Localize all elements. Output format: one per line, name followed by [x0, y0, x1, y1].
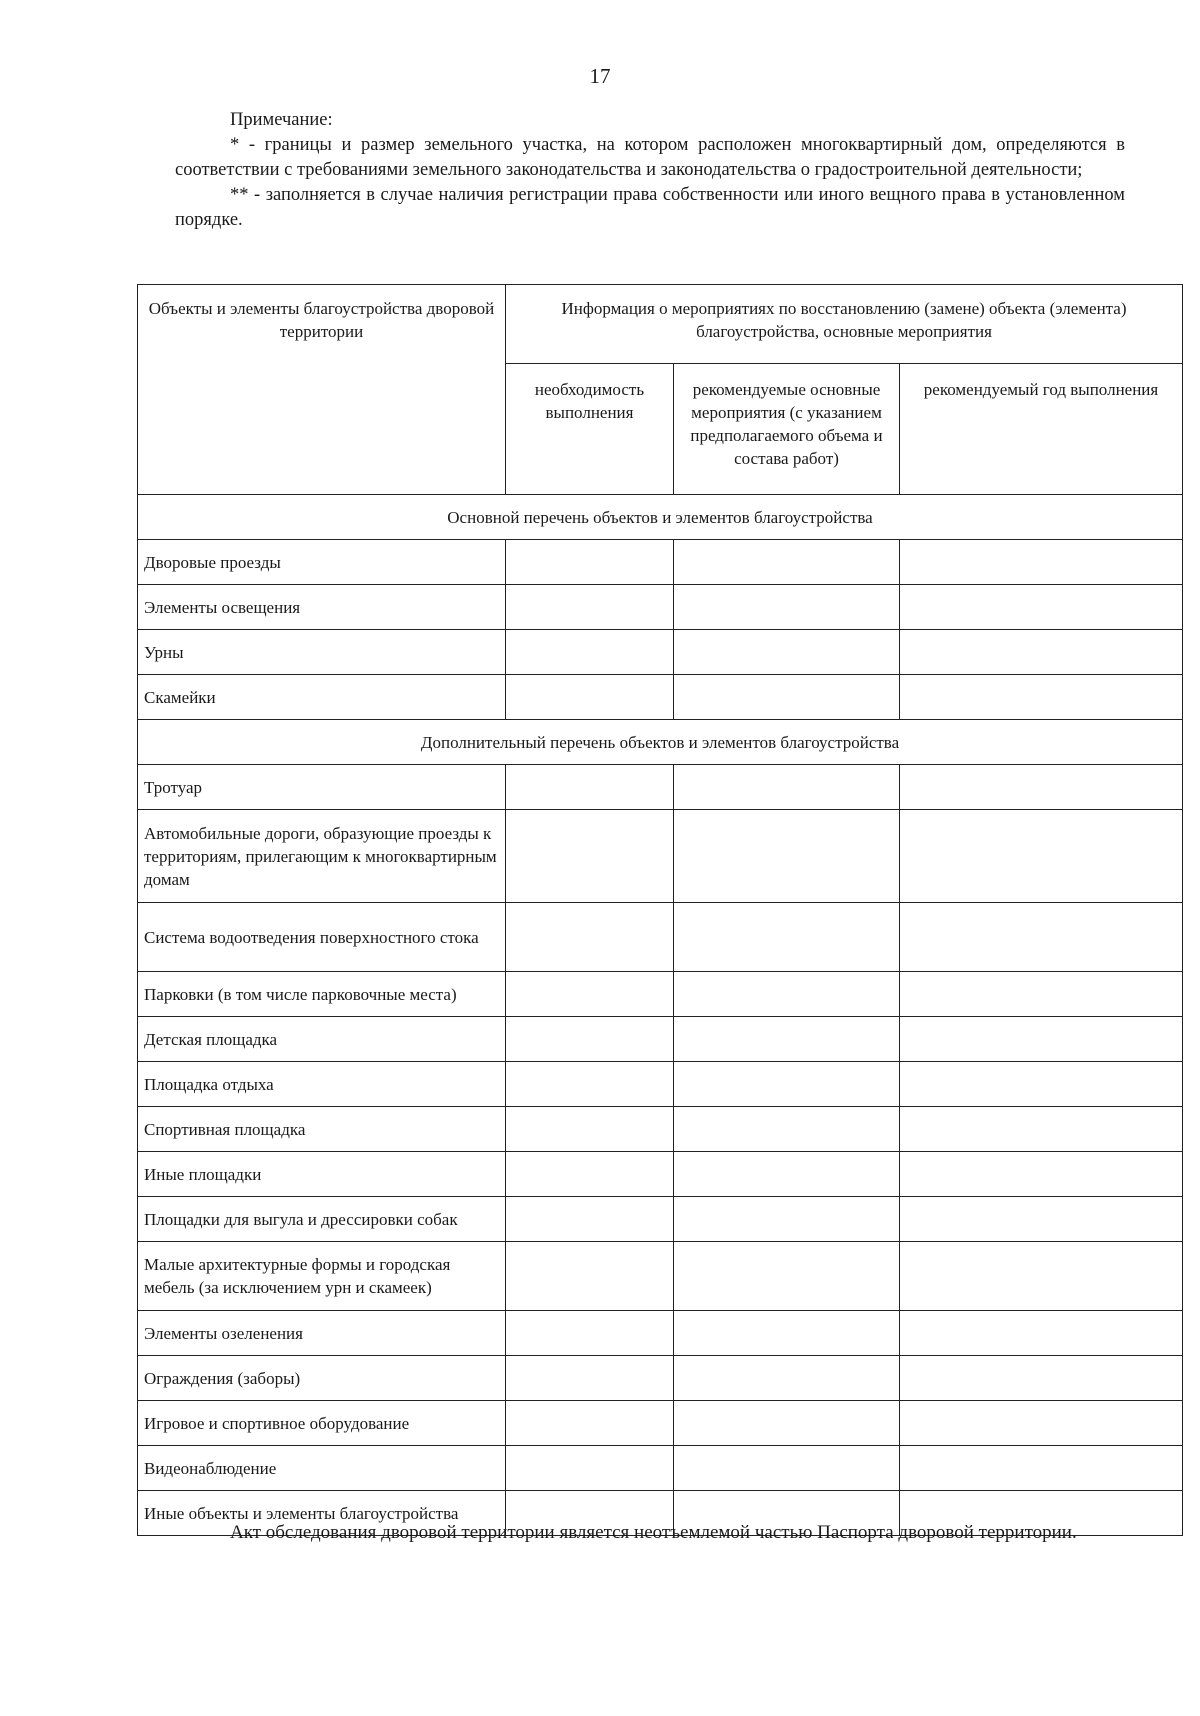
- cell-year[interactable]: [900, 1197, 1183, 1242]
- cell-year[interactable]: [900, 585, 1183, 630]
- cell-measures[interactable]: [674, 1401, 900, 1446]
- cell-measures[interactable]: [674, 1197, 900, 1242]
- table-row: [138, 630, 1183, 675]
- cell-measures[interactable]: [674, 1152, 900, 1197]
- cell-measures[interactable]: [674, 1017, 900, 1062]
- cell-year[interactable]: [900, 1107, 1183, 1152]
- cell-necessity[interactable]: [506, 1152, 674, 1197]
- header-info: Информация о мероприятиях по восстановлению (замене) объекта (элемента) благоустройства, основные мероприятия: [506, 285, 1183, 364]
- section-title-main: Основной перечень объектов и элементов благоустройства: [138, 495, 1183, 540]
- cell-year[interactable]: [900, 1242, 1183, 1311]
- cell-necessity[interactable]: [506, 765, 674, 810]
- cell-measures[interactable]: [674, 765, 900, 810]
- cell-year[interactable]: [900, 675, 1183, 720]
- cell-year[interactable]: [900, 903, 1183, 972]
- table-row: [138, 1107, 1183, 1152]
- table-row: [138, 1017, 1183, 1062]
- page-number: 17: [589, 64, 611, 88]
- cell-measures[interactable]: [674, 585, 900, 630]
- cell-measures[interactable]: [674, 1062, 900, 1107]
- row-name: Дворовые проезды: [138, 540, 506, 585]
- row-name: Тротуар: [138, 765, 506, 810]
- table-row: [138, 675, 1183, 720]
- cell-year[interactable]: [900, 1017, 1183, 1062]
- table-row: [138, 1356, 1183, 1401]
- cell-necessity[interactable]: [506, 1197, 674, 1242]
- cell-necessity[interactable]: [506, 540, 674, 585]
- table-row: [138, 1401, 1183, 1446]
- row-name: Площадки для выгула и дрессировки собак: [138, 1197, 506, 1242]
- row-name: Площадка отдыха: [138, 1062, 506, 1107]
- cell-measures[interactable]: [674, 1311, 900, 1356]
- row-name: Игровое и спортивное оборудование: [138, 1401, 506, 1446]
- cell-necessity[interactable]: [506, 1446, 674, 1491]
- cell-measures[interactable]: [674, 675, 900, 720]
- cell-necessity[interactable]: [506, 1062, 674, 1107]
- table-row: [138, 765, 1183, 810]
- row-name: Спортивная площадка: [138, 1107, 506, 1152]
- cell-year[interactable]: [900, 810, 1183, 903]
- table-row: [138, 540, 1183, 585]
- cell-measures[interactable]: [674, 1242, 900, 1311]
- cell-measures[interactable]: [674, 1446, 900, 1491]
- table-row: [138, 810, 1183, 903]
- cell-necessity[interactable]: [506, 1401, 674, 1446]
- header-objects: Объекты и элементы благоустройства дворовой территории: [138, 285, 506, 495]
- cell-measures[interactable]: [674, 903, 900, 972]
- cell-year[interactable]: [900, 1446, 1183, 1491]
- cell-necessity[interactable]: [506, 585, 674, 630]
- cell-year[interactable]: [900, 765, 1183, 810]
- cell-year[interactable]: [900, 1062, 1183, 1107]
- table-row: [138, 1062, 1183, 1107]
- cell-measures[interactable]: [674, 630, 900, 675]
- row-name: Малые архитектурные формы и городская мебель (за исключением урн и скамеек): [138, 1242, 506, 1311]
- table-row: [138, 585, 1183, 630]
- table-row: [138, 903, 1183, 972]
- table-row: [138, 1446, 1183, 1491]
- note-item-2: ** - заполняется в случае наличия регистрации права собственности или иного вещного права в установленном порядке.: [175, 185, 1125, 230]
- row-name: Автомобильные дороги, образующие проезды к территориям, прилегающим к многоквартирным домам: [138, 810, 506, 903]
- cell-necessity[interactable]: [506, 1242, 674, 1311]
- table-row: [138, 1311, 1183, 1356]
- cell-year[interactable]: [900, 1152, 1183, 1197]
- cell-year[interactable]: [900, 630, 1183, 675]
- table-row: [138, 972, 1183, 1017]
- table-row: [138, 1242, 1183, 1311]
- cell-measures[interactable]: [674, 1356, 900, 1401]
- header-measures: рекомендуемые основные мероприятия (с указанием предполагаемого объема и состава работ): [674, 364, 900, 495]
- cell-measures[interactable]: [674, 810, 900, 903]
- table-row: [138, 1152, 1183, 1197]
- row-name: Система водоотведения поверхностного стока: [138, 903, 506, 972]
- cell-necessity[interactable]: [506, 675, 674, 720]
- cell-measures[interactable]: [674, 540, 900, 585]
- cell-necessity[interactable]: [506, 1107, 674, 1152]
- cell-necessity[interactable]: [506, 1356, 674, 1401]
- cell-year[interactable]: [900, 1311, 1183, 1356]
- cell-year[interactable]: [900, 1401, 1183, 1446]
- row-name: Парковки (в том числе парковочные места): [138, 972, 506, 1017]
- row-name: Иные площадки: [138, 1152, 506, 1197]
- row-name: Скамейки: [138, 675, 506, 720]
- cell-year[interactable]: [900, 972, 1183, 1017]
- row-name: Урны: [138, 630, 506, 675]
- cell-measures[interactable]: [674, 1107, 900, 1152]
- table-row: [138, 1197, 1183, 1242]
- footer-text: Акт обследования дворовой территории является неотъемлемой частью Паспорта дворовой территории.: [230, 1522, 1077, 1543]
- cell-measures[interactable]: [674, 972, 900, 1017]
- cell-necessity[interactable]: [506, 903, 674, 972]
- row-name: Элементы озеленения: [138, 1311, 506, 1356]
- cell-necessity[interactable]: [506, 1311, 674, 1356]
- section-title-additional: Дополнительный перечень объектов и элементов благоустройства: [138, 720, 1183, 765]
- row-name: Детская площадка: [138, 1017, 506, 1062]
- note-block: [175, 108, 1125, 233]
- row-name: Элементы освещения: [138, 585, 506, 630]
- cell-necessity[interactable]: [506, 810, 674, 903]
- cell-necessity[interactable]: [506, 1017, 674, 1062]
- header-year: рекомендуемый год выполнения: [900, 364, 1183, 495]
- cell-necessity[interactable]: [506, 972, 674, 1017]
- row-name: Ограждения (заборы): [138, 1356, 506, 1401]
- row-name: Иные объекты и элементы благоустройства: [138, 1491, 506, 1536]
- row-name: Видеонаблюдение: [138, 1446, 506, 1491]
- survey-table: [137, 284, 1183, 1536]
- note-title: Примечание:: [230, 110, 333, 130]
- cell-year[interactable]: [900, 540, 1183, 585]
- header-necessity: необходимость выполнения: [506, 364, 674, 495]
- cell-necessity[interactable]: [506, 630, 674, 675]
- cell-year[interactable]: [900, 1356, 1183, 1401]
- note-item-1: * - границы и размер земельного участка, на котором расположен многоквартирный дом, определяются в соответствии с требованиями земельного законодательства и законодательства о градостроительной деятельности;: [175, 135, 1125, 180]
